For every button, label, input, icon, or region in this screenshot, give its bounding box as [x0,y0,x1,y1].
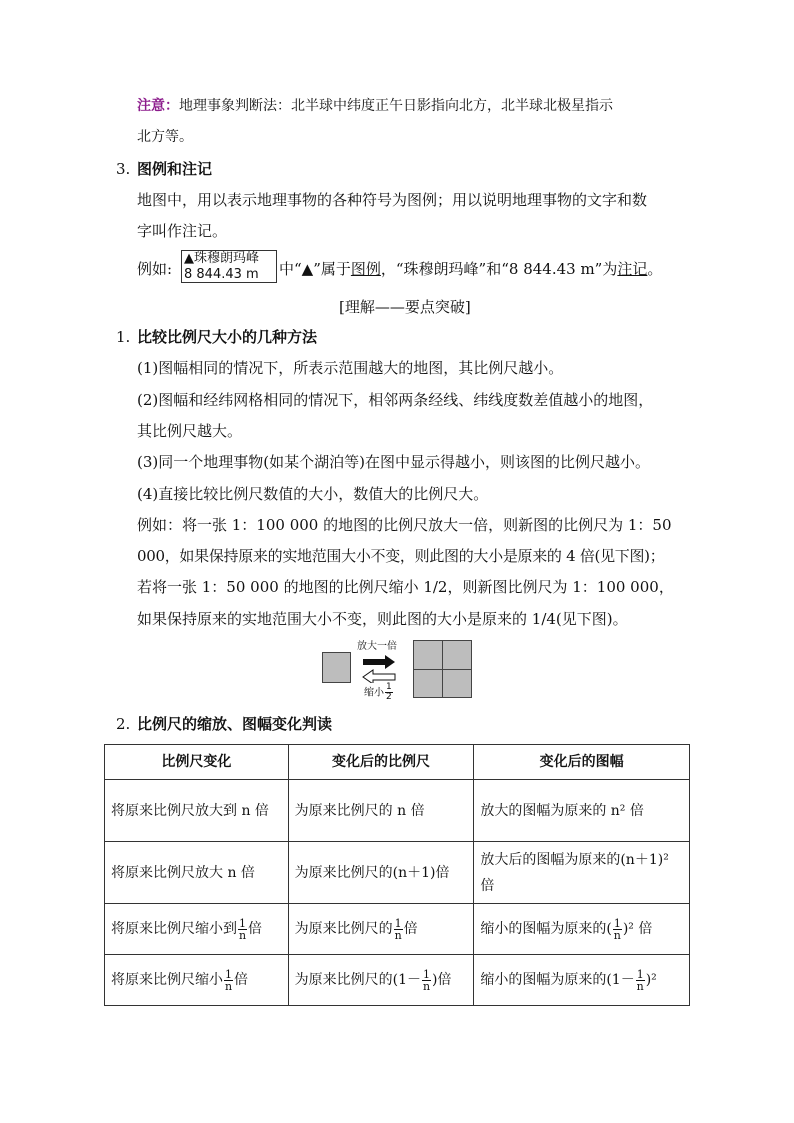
cell-text: 缩小的图幅为原来的(1－ [480,972,635,988]
example-part2: ，“珠穆朗玛峰”和“8 844.43 m”为 [380,260,618,278]
table-cell [288,955,474,1006]
frac-num: 1 [613,916,621,930]
shrink-frac-den: 2 [386,692,392,702]
table-row [105,955,690,1006]
point1-item: 例如：将一张 1：100 000 的地图的比例尺放大一倍，则新图的比例尺为 1：50 [137,516,672,534]
fraction [238,918,247,941]
map-legend-peak: ▲珠穆朗玛峰 [184,251,259,266]
frac-num: 1 [423,967,431,981]
section3-number: 3. [116,160,131,178]
example-part1: 中“▲”属于 [279,260,351,278]
large-map-square [413,640,472,698]
table-row [105,842,690,904]
section3-body-1: 地图中，用以表示地理事物的各种符号为图例；用以说明地理事物的文字和数 [137,191,648,209]
point1-item: 若将一张 1：50 000 的地图的比例尺缩小 1/2，则新图比例尺为 1：100 000， [137,578,674,596]
cell-text: 为原来比例尺的(1－ [294,972,422,988]
shrink-text: 缩小 [364,687,384,699]
fraction [224,969,233,992]
cell-text: 为原来比例尺的 [294,921,393,937]
cell-text: )倍 [432,972,452,988]
point1-item: (2)图幅和经纬网格相同的情况下，相邻两条经线、纬线度数差值越小的地图， [137,391,654,409]
annotation-term: 注记 [617,260,648,278]
cell-text: 缩小的图幅为原来的( [480,921,612,937]
table-header: 变化后的图幅 [474,745,690,780]
frac-den: n [613,928,621,942]
table-row [105,780,690,842]
section3-title: 图例和注记 [137,160,213,178]
section3-body-2: 字叫作注记。 [137,222,228,240]
frac-num: 1 [394,916,402,930]
table-cell: 放大的图幅为原来的 n² 倍 [474,780,690,842]
fraction [422,969,431,992]
cell-text: 将原来比例尺缩小到 [111,921,237,937]
table-cell [474,955,690,1006]
table-header: 变化后的比例尺 [288,745,474,780]
point1-item: 000，如果保持原来的实地范围大小不变，则此图的大小是原来的 4 倍(见下图)； [137,547,665,565]
table-row [105,904,690,955]
small-map-square [322,652,351,683]
table-header: 比例尺变化 [105,745,289,780]
fraction [394,918,403,941]
table-cell: 为原来比例尺的 n 倍 [288,780,474,842]
enlarge-label: 放大一倍 [357,641,397,652]
table-cell [105,955,289,1006]
frac-num: 1 [239,916,246,930]
point1-item: 其比例尺越大。 [137,422,243,440]
cell-text: )² 倍 [622,921,653,937]
shrink-label [364,683,394,702]
table-header-row [105,745,690,780]
map-legend-elevation: 8 844.43 m [184,267,259,282]
scale-change-table [104,744,690,1006]
table-cell: 将原来比例尺放大 n 倍 [105,842,289,904]
point2-title: 比例尺的缩放、图幅变化判读 [137,715,333,733]
cell-text: 倍 [248,921,262,937]
point1-item: 如果保持原来的实地范围大小不变，则此图的大小是原来的 1/4(见下图)。 [137,610,628,628]
example-prefix: 例如: [137,260,173,278]
point1-item: (4)直接比较比例尺数值的大小，数值大的比例尺大。 [137,485,489,503]
point1-item: (3)同一个地理事物(如某个湖泊等)在图中显示得越小，则该图的比例尺越小。 [137,453,650,471]
table-cell [474,904,690,955]
point1-title: 比较比例尺大小的几种方法 [137,328,318,346]
frac-den: n [394,928,402,942]
cell-text: 倍 [403,921,418,937]
shrink-fraction [385,683,393,702]
table-cell: 将原来比例尺放大到 n 倍 [105,780,289,842]
table-cell: 为原来比例尺的(n＋1)倍 [288,842,474,904]
example-end: 。 [647,260,663,278]
note-label: 注意： [137,98,179,114]
point1-item: (1)图幅相同的情况下，所表示范围越大的地图，其比例尺越小。 [137,359,564,377]
point2-number: 2. [116,715,131,733]
table-cell [105,904,289,955]
arrows-icon [361,653,397,683]
map-legend-sample [181,250,277,283]
point1-number: 1. [116,328,131,346]
frac-den: n [238,928,247,942]
frac-num: 1 [636,967,644,981]
note-text-2: 北方等。 [137,129,193,145]
fraction [636,969,645,992]
shrink-frac-num: 1 [386,682,392,692]
fraction [613,918,622,941]
frac-den: n [423,979,431,993]
legend-term: 图例 [350,260,381,278]
cell-text: 将原来比例尺缩小 [111,972,223,988]
cell-text: )² [645,972,657,988]
table-cell [288,904,474,955]
note-text: 地理事象判断法：北半球中纬度正午日影指向北方，北半球北极星指示 [179,98,613,114]
frac-den: n [636,979,644,993]
frac-num: 1 [225,967,232,981]
section-heading: [理解——要点突破] [339,298,471,316]
cell-text: 倍 [234,972,248,988]
table-cell: 放大后的图幅为原来的(n＋1)² 倍 [474,842,690,904]
note-paragraph [137,96,613,116]
example-sentence [279,259,662,279]
frac-den: n [224,979,233,993]
